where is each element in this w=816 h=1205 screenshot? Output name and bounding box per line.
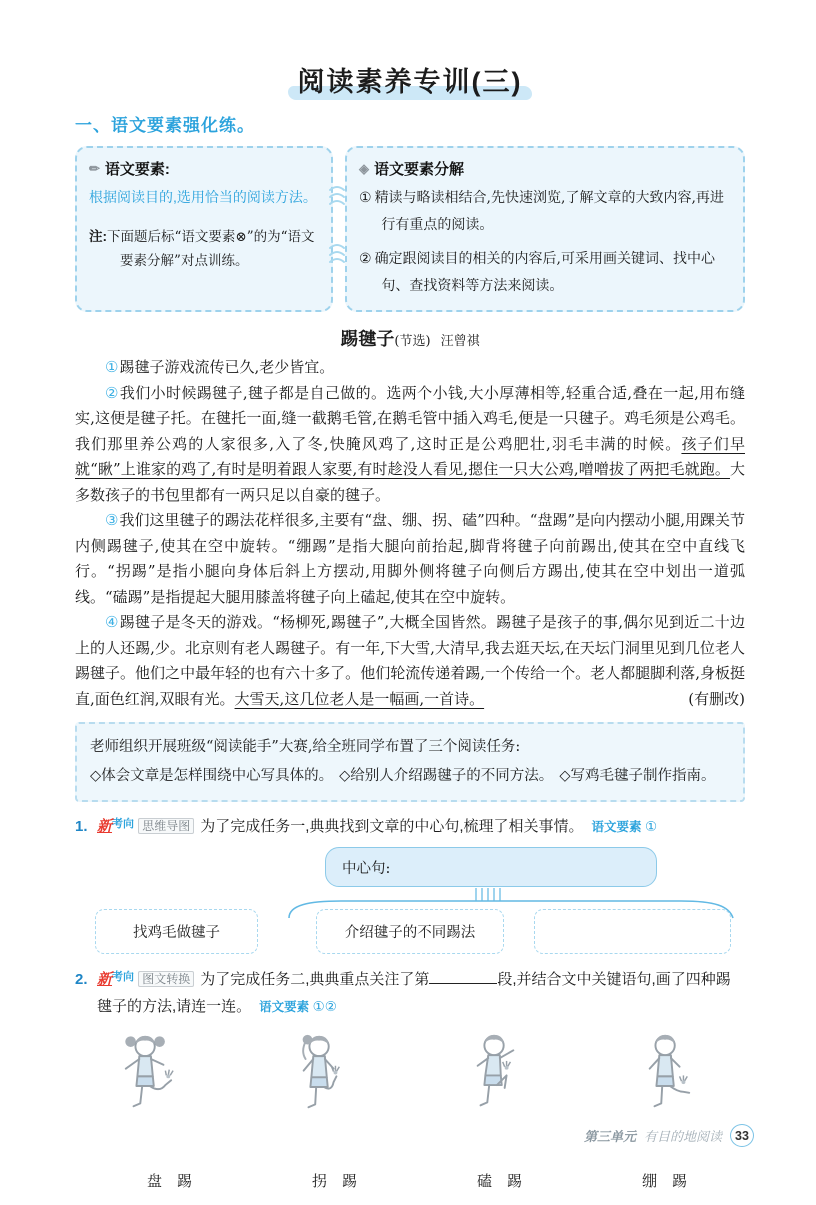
paragraph-text: 我们这里毽子的踢法花样很多,主要有“盘、绷、拐、磕”四种。“盘踢”是向内摆动小腿,用踝关节内侧踢毽子,使其在空中旋转。“绷踢”是指大腿向前抬起,脚背将毽子向前踢出,使其在空中直线飞行。“拐踢”是指小腿向身体后斜上方摆动,用脚外侧将毽子向侧后方踢出,使其在空中划出一道弧线。“磕踢”是指提起大腿用膝盖将毽子向上磕起,使其在空中旋转。 bbox=[75, 511, 746, 606]
underlined-sentence: 孩子们早就“瞅”上谁家的鸡了,有时是明着跟人家要,有时趁没人看见,摁住一只大公鸡,噌噌拔了两把毛就跑。 bbox=[75, 434, 745, 479]
kick-label-beng[interactable]: 绷 踢 bbox=[641, 1172, 687, 1191]
article-title: 踢毽子 bbox=[340, 329, 395, 350]
item-number: ① bbox=[359, 190, 372, 206]
kick-labels-row bbox=[75, 1170, 745, 1191]
underlined-sentence: 大雪天,这几位老人是一幅画,一首诗。 bbox=[234, 689, 485, 708]
page-footer bbox=[584, 1124, 754, 1147]
mindmap-node-label: 介绍毽子的不同踢法 bbox=[344, 925, 476, 942]
mindmap-node-1 bbox=[95, 909, 258, 954]
reading-task-box bbox=[75, 722, 745, 802]
kick-figures-row bbox=[75, 1032, 745, 1114]
element-decomposition-box bbox=[345, 146, 745, 312]
question-2-text-after: 段,并结合文中关键语句,画了四种踢毽子的方法,请连一连。 bbox=[97, 971, 731, 1016]
element-ref-numbers: ① bbox=[645, 819, 658, 835]
section-heading: 一、语文要素强化练。 bbox=[75, 116, 255, 135]
element-box-header bbox=[89, 158, 319, 179]
exam-direction-badge: 考向 bbox=[112, 971, 135, 984]
mindmap-node-2 bbox=[316, 909, 504, 954]
paragraph-number: ④ bbox=[105, 613, 119, 632]
source-note: (有删改) bbox=[688, 689, 745, 708]
question-1-number: 1. bbox=[75, 818, 88, 836]
kick-label-guai[interactable]: 拐 踢 bbox=[311, 1172, 357, 1191]
spiral-clip-icon bbox=[327, 242, 349, 266]
decorative-clips bbox=[327, 184, 349, 266]
element-ref-label: 语文要素 bbox=[259, 1000, 310, 1015]
mindmap-tag: 思维导图 bbox=[138, 818, 194, 834]
language-element-box bbox=[75, 146, 333, 312]
boy-beng-kick-illustration[interactable] bbox=[633, 1032, 703, 1114]
article-paragraph bbox=[75, 355, 745, 381]
question-2-text-before: 为了完成任务二,典典重点关注了第 bbox=[200, 971, 430, 989]
paragraph-text: 踢毽子是冬天的游戏。“杨柳死,踢毽子”,大概全国皆然。踢毽子是孩子的事,偶尔见到近二十边上的人还踢,少。北京则有老人踢毽子。有一年,下大雪,大清早,我去逛天坛,在天坛门洞里见到几位老人踢毽子。他们之中最年轻的也有六十多了。他们轮流传递着踢,一个传给一个。老人都腿脚利落,身板挺直,面色红润,双眼有光。 bbox=[75, 613, 745, 708]
decomp-box-title: 语文要素分解 bbox=[374, 161, 465, 178]
kick-label-ke[interactable]: 磕 踢 bbox=[476, 1172, 522, 1191]
question-1-text: 为了完成任务一,典典找到文章的中心句,梳理了相关事情。 bbox=[200, 818, 584, 836]
girl-pan-kick-illustration[interactable] bbox=[113, 1032, 183, 1114]
note-label: 注: bbox=[89, 228, 107, 244]
article-paragraphs bbox=[75, 355, 745, 712]
paragraph-text: 大多数孩子的书包里都有一两只足以自豪的毽子。 bbox=[75, 460, 745, 504]
footer-unit: 第三单元 bbox=[583, 1129, 636, 1144]
article-author: 汪曾祺 bbox=[440, 334, 480, 350]
item-number: ② bbox=[359, 250, 372, 267]
element-ref-2 bbox=[259, 1000, 337, 1014]
page-title: 阅读素养专训(三) bbox=[297, 67, 523, 97]
note-text: 下面题后标“语文要素⊗”的为“语文要素分解”对点训练。 bbox=[107, 228, 315, 269]
pencil-icon: ✏ bbox=[89, 160, 100, 176]
boy-ke-kick-illustration[interactable] bbox=[460, 1032, 530, 1114]
answer-blank[interactable] bbox=[429, 970, 497, 984]
paragraph-text: 踢毽子游戏流传已久,老少皆宜。 bbox=[119, 358, 335, 377]
text-graphic-tag: 图文转换 bbox=[138, 971, 194, 987]
mindmap-node-3-empty[interactable] bbox=[534, 909, 731, 954]
element-ref-1 bbox=[592, 820, 658, 834]
task-item: ◇写鸡毛毽子制作指南。 bbox=[559, 768, 716, 785]
task-intro: 老师组织开展班级“阅读能手”大赛,给全班同学布置了三个阅读任务: bbox=[90, 739, 521, 756]
mindmap-center-label: 中心句: bbox=[342, 860, 391, 877]
task-item: ◇体会文章是怎样围绕中心写具体的。 bbox=[90, 768, 334, 785]
paragraph-number: ③ bbox=[105, 511, 119, 530]
paragraph-number: ② bbox=[105, 383, 119, 402]
decomp-item bbox=[359, 185, 731, 240]
article-title-row bbox=[75, 325, 745, 351]
article-subtitle: (节选) bbox=[394, 334, 431, 350]
article-paragraph bbox=[75, 610, 745, 712]
element-box-title: 语文要素: bbox=[104, 161, 170, 178]
item-text: 确定跟阅读目的相关的内容后,可采用画关键词、找中心句、查找资料等方法来阅读。 bbox=[374, 250, 716, 294]
footer-topic: 有目的地阅读 bbox=[643, 1129, 722, 1144]
paragraph-number: ① bbox=[105, 358, 119, 377]
exam-direction-badge: 考向 bbox=[112, 818, 135, 831]
question-2-number: 2. bbox=[75, 971, 88, 989]
new-exam-badge: 新 bbox=[97, 971, 113, 989]
item-text: 精读与略读相结合,先快速浏览,了解文章的大致内容,再进行有重点的阅读。 bbox=[374, 190, 724, 234]
task-item: ◇给别人介绍踢毽子的不同方法。 bbox=[339, 768, 554, 785]
element-box-note bbox=[89, 225, 319, 274]
task-list bbox=[90, 762, 730, 791]
element-box-content: 根据阅读目的,选用恰当的阅读方法。 bbox=[89, 189, 317, 205]
decomp-box-header bbox=[359, 158, 731, 179]
kick-label-pan[interactable]: 盘 踢 bbox=[147, 1172, 193, 1191]
spiral-clip-icon bbox=[327, 184, 349, 208]
page-number-badge: 33 bbox=[730, 1124, 754, 1147]
decomp-item bbox=[359, 246, 731, 301]
gem-icon: ◈ bbox=[359, 160, 369, 176]
mindmap-node-label: 找鸡毛做毽子 bbox=[133, 925, 220, 942]
question-2 bbox=[75, 967, 745, 1020]
info-boxes bbox=[75, 146, 745, 312]
article-paragraph bbox=[75, 381, 745, 509]
paragraph-text: 我们小时候踢毽子,毽子都是自己做的。选两个小钱,大小厚薄相等,轻重合适,叠在一起,用布缝实,这便是毽子托。在毽托一面,缝一截鹅毛管,在鹅毛管中插入鸡毛,便是一只毽子。鸡毛须是公鸡毛。我们那里养公鸡的人家很多,入了冬,快腌风鸡了,这时正是公鸡肥壮,羽毛丰满的时候。 bbox=[75, 383, 745, 453]
question-1 bbox=[75, 814, 745, 841]
girl-guai-kick-illustration[interactable] bbox=[286, 1032, 356, 1114]
article-paragraph bbox=[75, 508, 745, 610]
new-exam-badge: 新 bbox=[97, 818, 113, 836]
mindmap-center-box[interactable] bbox=[325, 847, 657, 887]
element-ref-numbers: ①② bbox=[312, 999, 337, 1015]
element-ref-label: 语文要素 bbox=[591, 820, 642, 835]
mindmap-diagram bbox=[75, 847, 745, 955]
